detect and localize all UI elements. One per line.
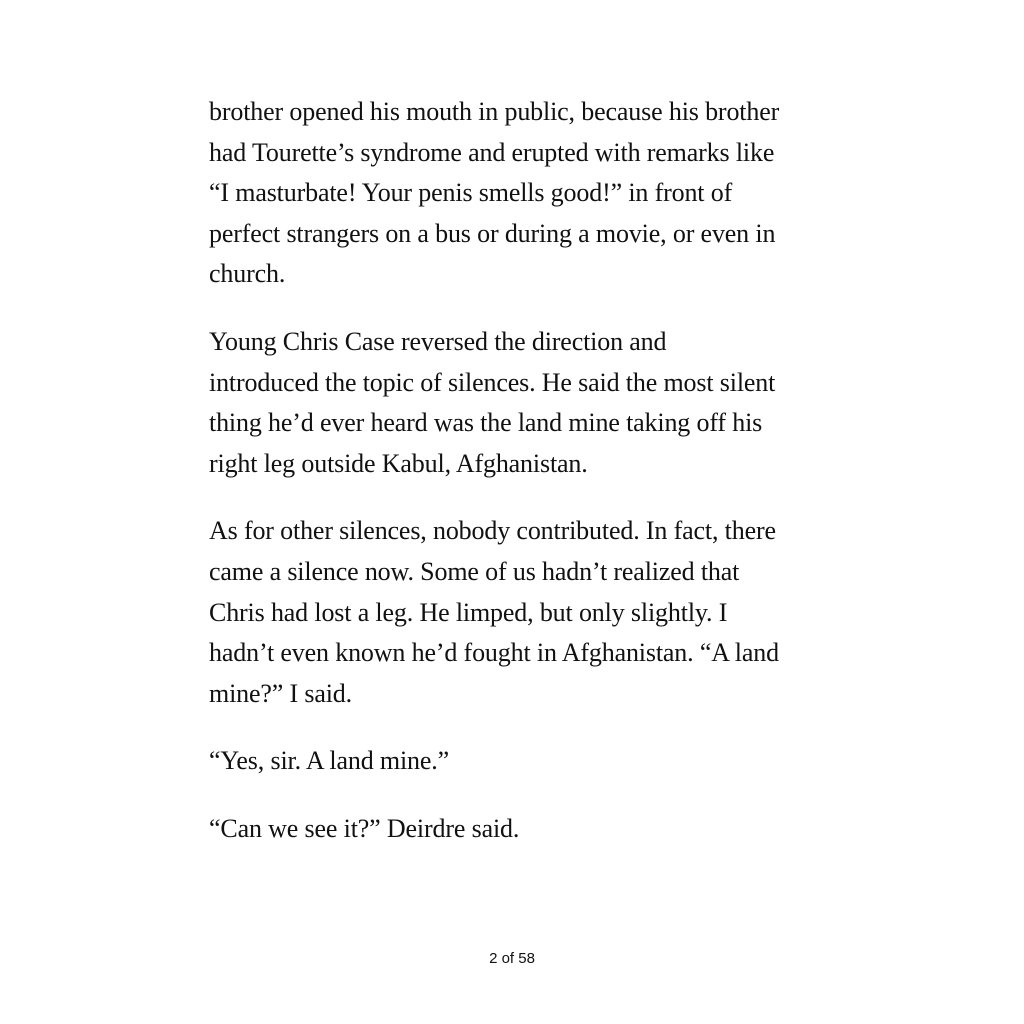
- paragraph: brother opened his mouth in public, because his brother had Tourette’s syndrome and erupted with remarks like “I masturbate! Your penis smells good!” in front of perfect strangers on a bus or during a movie, or even in church.: [209, 97, 780, 289]
- page-number-indicator: 2 of 58: [489, 950, 535, 967]
- paragraph: As for other silences, nobody contributed. In fact, there came a silence now. Some of us hadn’t realized that Chris had lost a leg. He limped, but only slightly. I hadn’t even known he’d fought in Afghanistan. “A land mine?” I said.: [209, 516, 779, 708]
- paragraph: “Yes, sir. A land mine.”: [209, 746, 450, 776]
- page-body: [209, 92, 829, 877]
- paragraph: Young Chris Case reversed the direction and introduced the topic of silences. He said the most silent thing he’d ever heard was the land mine taking off his right leg outside Kabul, Afghanistan.: [209, 326, 776, 478]
- paragraph: “Can we see it?” Deirdre said.: [209, 813, 520, 843]
